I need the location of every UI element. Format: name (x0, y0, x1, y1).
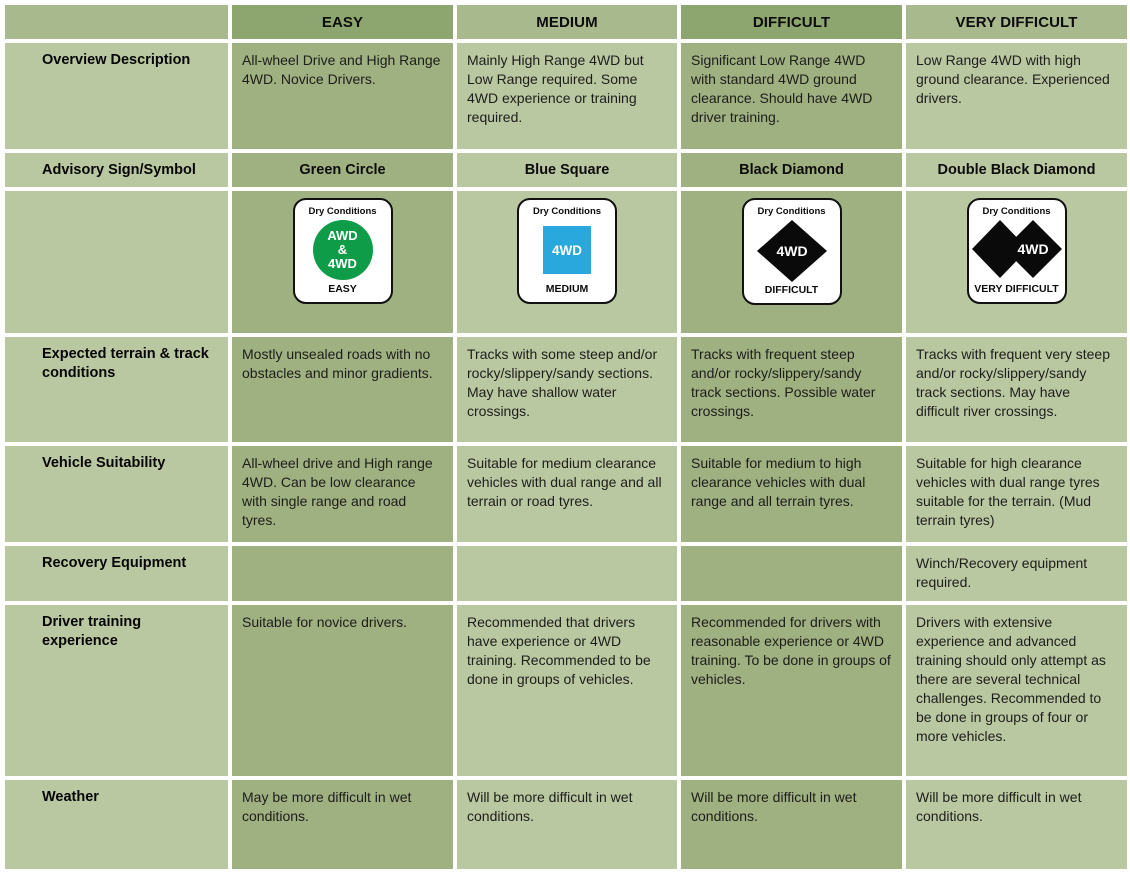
cell-overview-difficult: Significant Low Range 4WD with standard 4WD ground clearance. Should have 4WD driver training. (681, 43, 902, 149)
easy-advisory-sign (293, 198, 393, 304)
cell-terrain-easy: Mostly unsealed roads with no obstacles and minor gradients. (232, 337, 453, 442)
green-circle-icon (313, 220, 373, 280)
diamond-text: 4WD (1016, 241, 1049, 257)
diamond-text: 4WD (775, 243, 808, 259)
circle-line-3: 4WD (328, 256, 357, 272)
difficult-advisory-sign (742, 198, 842, 305)
square-text: 4WD (552, 242, 582, 258)
cell-vehicle-medium: Suitable for medium clearance vehicles with dual range and all terrain or road tyres. (457, 446, 677, 542)
header-difficult: DIFFICULT (681, 5, 902, 39)
medium-advisory-sign (517, 198, 617, 304)
cell-overview-medium: Mainly High Range 4WD but Low Range required. Some 4WD experience or training required. (457, 43, 677, 149)
cell-advisory-very-difficult: Double Black Diamond (906, 153, 1127, 187)
row-label-driver: Driver training experience (5, 605, 228, 776)
cell-recovery-very-difficult: Winch/Recovery equipment required. (906, 546, 1127, 601)
row-label-vehicle: Vehicle Suitability (5, 446, 228, 542)
cell-sign-difficult (681, 191, 902, 333)
cell-driver-difficult: Recommended for drivers with reasonable experience or 4WD training. To be done in groups of vehicles. (681, 605, 902, 776)
sign-top-label: Dry Conditions (982, 206, 1051, 217)
cell-driver-very-difficult: Drivers with extensive experience and advanced training should only attempt as there are several technical challenges. Recommended to be done in groups of four or more vehicles. (906, 605, 1127, 776)
cell-advisory-medium: Blue Square (457, 153, 677, 187)
header-very-difficult: VERY DIFFICULT (906, 5, 1127, 39)
double-black-diamond-icon (971, 219, 1063, 279)
circle-line-2: & (337, 241, 348, 257)
sign-top-label: Dry Conditions (532, 206, 602, 217)
sign-bottom-label: VERY DIFFICULT (974, 282, 1059, 295)
row-label-advisory: Advisory Sign/Symbol (5, 153, 228, 187)
cell-advisory-difficult: Black Diamond (681, 153, 902, 187)
cell-vehicle-very-difficult: Suitable for high clearance vehicles with dual range tyres suitable for the terrain. (Mud terrain tyres) (906, 446, 1127, 542)
sign-bottom-label: EASY (328, 282, 357, 295)
cell-sign-very-difficult (906, 191, 1127, 333)
cell-weather-medium: Will be more difficult in wet conditions. (457, 780, 677, 869)
cell-terrain-difficult: Tracks with frequent steep and/or rocky/slippery/sandy track sections. Possible water crossings. (681, 337, 902, 442)
black-diamond-icon (756, 219, 828, 283)
cell-vehicle-difficult: Suitable for medium to high clearance vehicles with dual range and all terrain tyres. (681, 446, 902, 542)
header-blank-cell (5, 5, 228, 39)
header-easy: EASY (232, 5, 453, 39)
cell-advisory-easy: Green Circle (232, 153, 453, 187)
cell-weather-very-difficult: Will be more difficult in wet conditions. (906, 780, 1127, 869)
row-label-overview: Overview Description (5, 43, 228, 149)
blue-square-icon (543, 226, 591, 274)
cell-driver-easy: Suitable for novice drivers. (232, 605, 453, 776)
cell-recovery-medium (457, 546, 677, 601)
cell-signs-blank (5, 191, 228, 333)
cell-sign-medium (457, 191, 677, 333)
cell-overview-very-difficult: Low Range 4WD with high ground clearance. Experienced drivers. (906, 43, 1127, 149)
cell-driver-medium: Recommended that drivers have experience or 4WD training. Recommended to be done in groups of vehicles. (457, 605, 677, 776)
cell-terrain-medium: Tracks with some steep and/or rocky/slippery/sandy sections. May have shallow water crossings. (457, 337, 677, 442)
very-difficult-advisory-sign (967, 198, 1067, 304)
cell-recovery-difficult (681, 546, 902, 601)
cell-weather-difficult: Will be more difficult in wet conditions. (681, 780, 902, 869)
cell-terrain-very-difficult: Tracks with frequent very steep and/or rocky/slippery/sandy track sections. May have difficult river crossings. (906, 337, 1127, 442)
cell-sign-easy (232, 191, 453, 333)
sign-bottom-label: DIFFICULT (764, 284, 819, 296)
cell-weather-easy: May be more difficult in wet conditions. (232, 780, 453, 869)
circle-line-1: AWD (327, 227, 358, 243)
cell-recovery-easy (232, 546, 453, 601)
sign-top-label: Dry Conditions (757, 206, 826, 217)
header-medium: MEDIUM (457, 5, 677, 39)
sign-bottom-label: MEDIUM (545, 282, 589, 295)
sign-top-label: Dry Conditions (308, 206, 377, 217)
row-label-recovery: Recovery Equipment (5, 546, 228, 601)
cell-vehicle-easy: All-wheel drive and High range 4WD. Can be low clearance with single range and road tyres. (232, 446, 453, 542)
row-label-weather: Weather (5, 780, 228, 869)
row-label-terrain: Expected terrain & track conditions (5, 337, 228, 442)
cell-overview-easy: All-wheel Drive and High Range 4WD. Novice Drivers. (232, 43, 453, 149)
